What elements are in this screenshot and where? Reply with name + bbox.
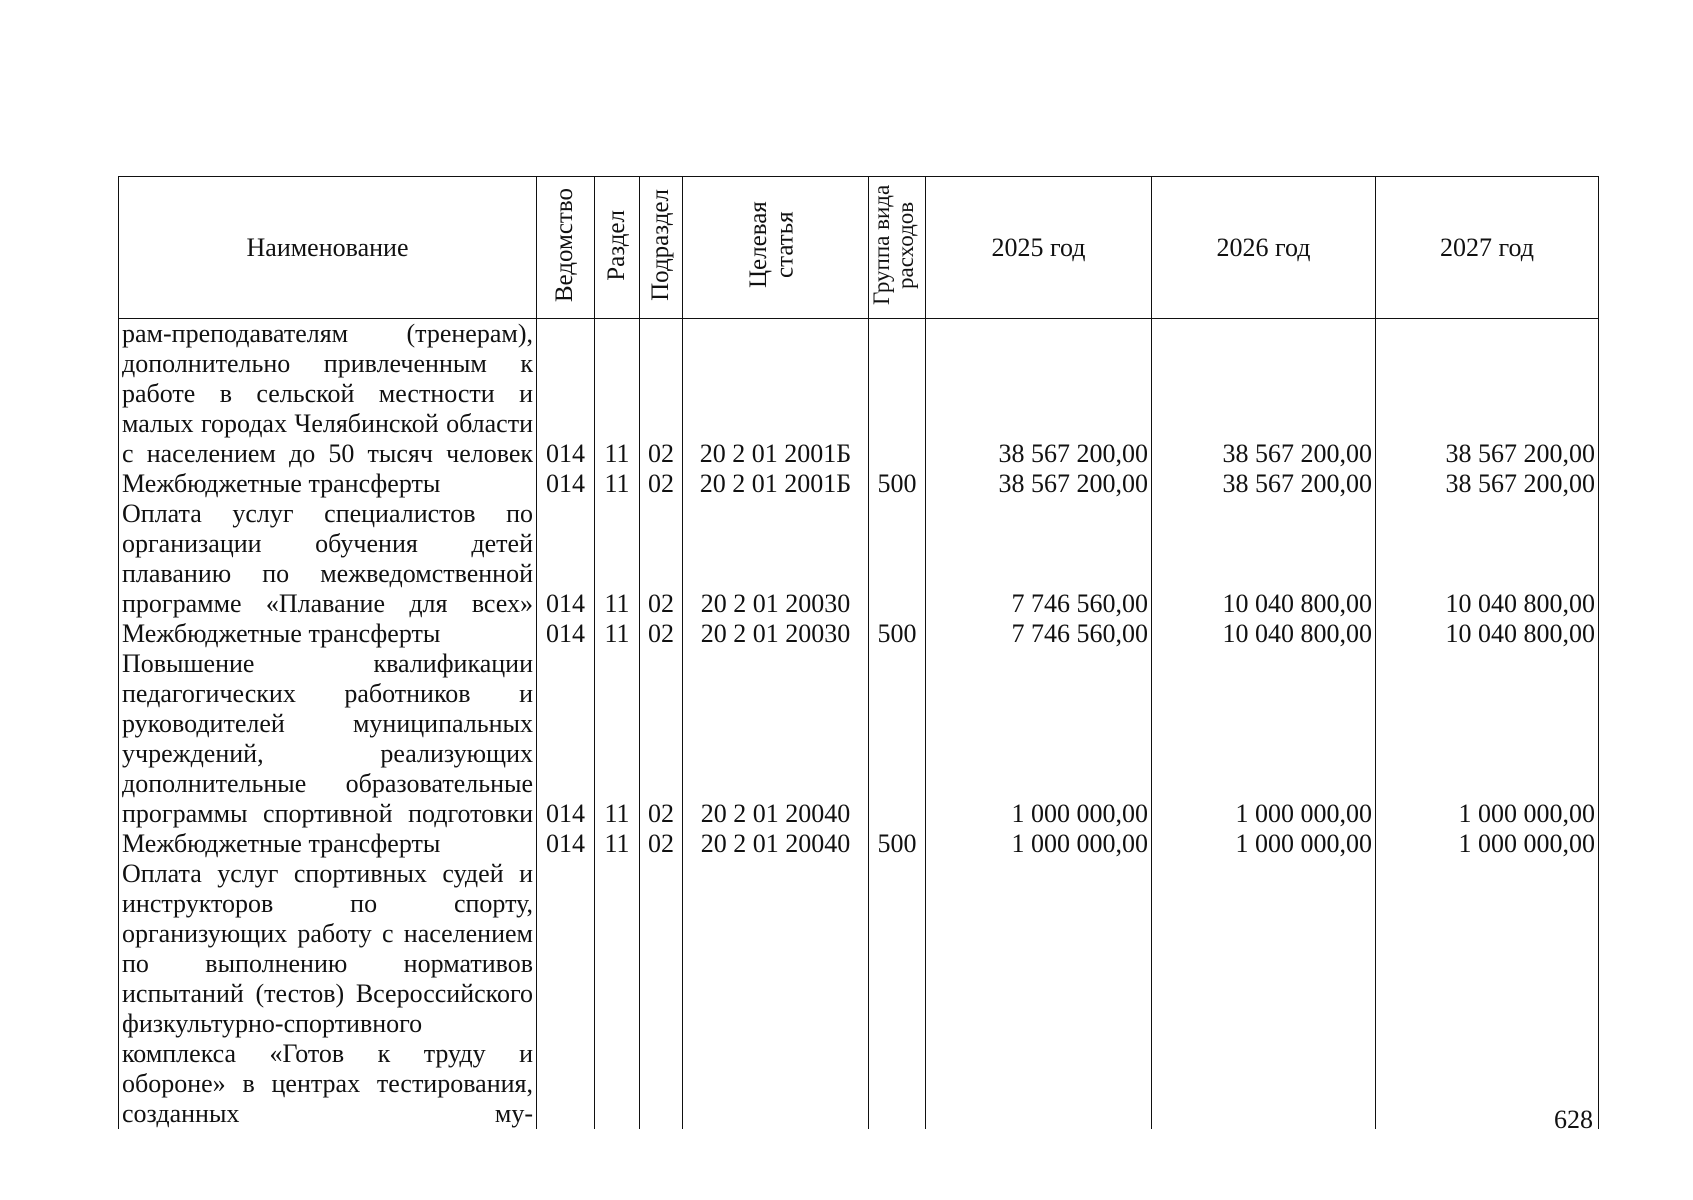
row-dept: 014	[537, 829, 595, 859]
row-2026	[1152, 859, 1376, 1129]
header-expense-group	[869, 177, 926, 319]
row-2025: 7 746 560,00	[926, 499, 1152, 619]
row-dept: 014	[537, 469, 595, 499]
row-2026: 38 567 200,00	[1152, 469, 1376, 499]
row-subsection: 02	[640, 499, 683, 619]
row-article: 20 2 01 20030	[683, 499, 869, 619]
table-row	[119, 619, 1599, 649]
header-name-label: Наименование	[246, 233, 409, 262]
header-dept-label: Ведомство	[551, 187, 579, 303]
row-2025: 38 567 200,00	[926, 469, 1152, 499]
row-article: 20 2 01 2001Б	[683, 319, 869, 470]
row-group: 500	[869, 829, 926, 859]
row-section: 11	[595, 619, 640, 649]
row-article: 20 2 01 20040	[683, 649, 869, 829]
row-name: Повышение квалификации педагогических работников и руководителей муниципальных учреждений, реализующих дополнительные образовательные программы спортивной подготовки	[119, 649, 537, 829]
table-row	[119, 649, 1599, 829]
row-name: рам-преподавателям (тренерам), дополнительно привлеченным к работе в сельской местности и малых городах Челябинской области с населением до 50 тысяч человек	[119, 319, 537, 470]
row-2025: 1 000 000,00	[926, 829, 1152, 859]
row-2025	[926, 859, 1152, 1129]
row-2025: 7 746 560,00	[926, 619, 1152, 649]
header-dept	[537, 177, 595, 319]
row-2027: 1 000 000,00	[1376, 829, 1599, 859]
row-group	[869, 649, 926, 829]
row-subsection: 02	[640, 469, 683, 499]
row-2026: 38 567 200,00	[1152, 319, 1376, 470]
row-2027	[1376, 859, 1599, 1129]
row-2025: 38 567 200,00	[926, 319, 1152, 470]
header-section-label: Раздел	[602, 209, 630, 281]
row-2026: 1 000 000,00	[1152, 649, 1376, 829]
header-subsection-label: Подраздел	[646, 189, 674, 301]
row-section	[595, 859, 640, 1129]
header-subsection	[640, 177, 683, 319]
header-2026-label: 2026 год	[1216, 233, 1311, 262]
row-section: 11	[595, 649, 640, 829]
row-dept: 014	[537, 619, 595, 649]
table-row	[119, 319, 1599, 470]
row-dept: 014	[537, 499, 595, 619]
row-group: 500	[869, 469, 926, 499]
row-group	[869, 499, 926, 619]
row-2026: 1 000 000,00	[1152, 829, 1376, 859]
row-2026: 10 040 800,00	[1152, 619, 1376, 649]
row-name: Межбюджетные трансферты	[119, 469, 537, 499]
row-2026: 10 040 800,00	[1152, 499, 1376, 619]
row-article: 20 2 01 2001Б	[683, 469, 869, 499]
row-section: 11	[595, 319, 640, 470]
table-row	[119, 499, 1599, 619]
row-subsection: 02	[640, 829, 683, 859]
table-row	[119, 469, 1599, 499]
row-name: Межбюджетные трансферты	[119, 619, 537, 649]
table-row	[119, 829, 1599, 859]
header-target-article-label: Целевая статья	[744, 201, 798, 289]
row-name: Оплата услуг спортивных судей и инструкторов по спорту, организующих работу с населением по выполнению нормативов испытаний (тестов) Всероссийского физкультурно-спортивного комплекса «Готов к труду и обороне» в центрах тестирования, созданных му-	[119, 859, 537, 1129]
row-2027: 38 567 200,00	[1376, 469, 1599, 499]
header-2025	[926, 177, 1152, 319]
row-2027: 10 040 800,00	[1376, 499, 1599, 619]
row-name: Межбюджетные трансферты	[119, 829, 537, 859]
row-subsection: 02	[640, 649, 683, 829]
header-name	[119, 177, 537, 319]
row-subsection: 02	[640, 319, 683, 470]
row-2025: 1 000 000,00	[926, 649, 1152, 829]
header-2025-label: 2025 год	[991, 233, 1086, 262]
header-expense-group-label: Группа вида расходов	[869, 184, 919, 306]
row-section: 11	[595, 469, 640, 499]
row-article	[683, 859, 869, 1129]
row-subsection: 02	[640, 619, 683, 649]
row-section: 11	[595, 829, 640, 859]
table-row	[119, 859, 1599, 1129]
row-2027: 1 000 000,00	[1376, 649, 1599, 829]
row-group	[869, 319, 926, 470]
header-2026	[1152, 177, 1376, 319]
row-2027: 38 567 200,00	[1376, 319, 1599, 470]
header-2027	[1376, 177, 1599, 319]
header-target-article	[683, 177, 869, 319]
budget-table	[118, 176, 1599, 1129]
row-subsection	[640, 859, 683, 1129]
row-2027: 10 040 800,00	[1376, 619, 1599, 649]
row-dept: 014	[537, 319, 595, 470]
row-article: 20 2 01 20030	[683, 619, 869, 649]
header-section	[595, 177, 640, 319]
row-name: Оплата услуг специалистов по организации обучения детей плаванию по межведомственной программе «Плавание для всех»	[119, 499, 537, 619]
page-number: 628	[1554, 1105, 1593, 1134]
row-group: 500	[869, 619, 926, 649]
table-body	[119, 319, 1599, 1130]
row-article: 20 2 01 20040	[683, 829, 869, 859]
row-dept: 014	[537, 649, 595, 829]
row-section: 11	[595, 499, 640, 619]
header-2027-label: 2027 год	[1440, 233, 1534, 262]
row-group	[869, 859, 926, 1129]
row-dept	[537, 859, 595, 1129]
table-header	[119, 177, 1599, 319]
